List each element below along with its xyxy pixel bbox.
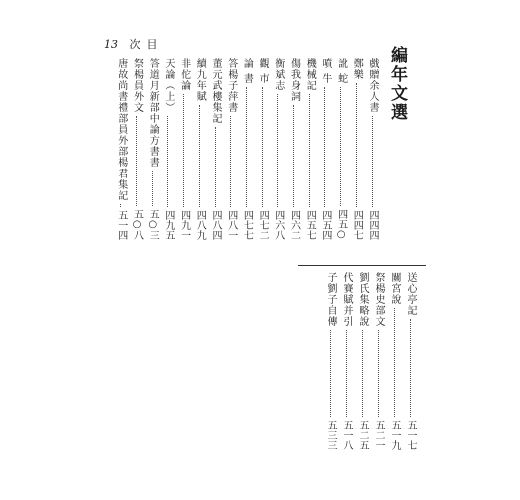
section-heading: 編年文選 [387, 46, 407, 122]
dot-leader [215, 127, 216, 207]
dot-leader [410, 319, 411, 417]
toc-entry [256, 58, 268, 240]
entry-page-number: 四七七 [241, 210, 253, 240]
dot-leader [230, 116, 231, 207]
entry-title: 答道月新部中論方書書 [147, 58, 159, 168]
toc-entry [193, 58, 205, 240]
toc-entry [178, 58, 190, 240]
entry-title: 代賽賦并引 [341, 272, 352, 327]
entry-page-number: 四八九 [194, 210, 206, 240]
entry-title: 機械記 [304, 58, 316, 91]
entry-title: 天論（上） [162, 58, 174, 113]
page-number: 13 [104, 38, 118, 51]
entry-page-number: 四九一 [178, 210, 190, 240]
dot-leader [136, 116, 137, 206]
entry-page-number: 五○八 [131, 209, 143, 240]
dot-leader [277, 94, 278, 207]
toc-entry [372, 272, 384, 450]
toc-entry [388, 272, 400, 450]
entry-page-number: 五二一 [373, 420, 384, 450]
dot-leader [293, 105, 294, 207]
entry-page-number: 四七二 [257, 210, 269, 240]
entry-title: 續九年賦 [194, 58, 206, 102]
dot-leader [378, 330, 379, 417]
entry-page-number: 四四四 [367, 210, 378, 240]
entry-title: 論 書 [241, 58, 253, 85]
entry-page-number: 五一四 [115, 210, 127, 240]
entry-title: 傷我身詞 [288, 58, 300, 102]
entry-title: 唐故尚書禮部員外部楊君集記 [115, 58, 127, 201]
toc-entry [340, 272, 352, 450]
dot-leader [120, 204, 121, 207]
dot-leader [324, 87, 325, 207]
toc-entry [335, 58, 347, 240]
entry-title: 劉氏集略說 [357, 272, 368, 327]
running-header [104, 36, 164, 52]
dot-leader [362, 330, 363, 417]
entry-title: 觀 市 [257, 58, 269, 85]
entry-title: 戲贈余人書 [367, 58, 378, 113]
entry-title: 噴 牛 [319, 58, 331, 85]
entry-page-number: 五一九 [389, 420, 400, 450]
section-divider [298, 265, 426, 266]
dot-leader [262, 87, 263, 207]
toc-entry [288, 58, 300, 240]
dot-leader [340, 87, 341, 206]
dot-leader [152, 171, 153, 206]
entry-title: 訛 蛇 [335, 58, 347, 85]
entry-page-number: 四九五 [162, 210, 174, 240]
entry-title: 非佗論 [178, 58, 190, 91]
header-title: 次目 [129, 38, 164, 51]
entry-page-number: 四六二 [288, 210, 300, 240]
entry-title: 董元武樓集記 [210, 58, 221, 124]
toc-entry [324, 272, 336, 450]
toc-entry [131, 58, 143, 240]
entry-page-number: 四五○ [335, 209, 347, 240]
entry-page-number: 四五四 [319, 210, 331, 240]
entry-title: 祭楊史部文 [373, 272, 384, 327]
toc-entry [115, 58, 127, 240]
entry-title: 關宮說 [389, 272, 400, 305]
dot-leader [330, 330, 331, 417]
toc-entry [240, 58, 252, 240]
toc-entry [272, 58, 284, 240]
dot-leader [356, 83, 357, 207]
entry-page-number: 四六八 [272, 210, 284, 240]
dot-leader [346, 330, 347, 417]
dot-leader [394, 308, 395, 417]
toc-entry [404, 272, 416, 450]
toc-entry [225, 58, 237, 240]
entry-page-number: 四八一 [225, 210, 237, 240]
toc-entry [303, 58, 315, 240]
toc-entry [319, 58, 331, 240]
entry-title: 送心亭記 [405, 272, 416, 316]
dot-leader [199, 105, 200, 207]
toc-entry [366, 58, 378, 240]
entry-page-number: 五一八 [341, 420, 352, 450]
entry-page-number: 四四七 [351, 210, 363, 240]
entry-title: 子劉子自傳 [325, 272, 336, 327]
entry-title: 鄭樂 [351, 58, 363, 80]
entry-title: 祭楊員外文 [131, 58, 143, 113]
entry-page-number: 五一七 [405, 420, 416, 450]
entry-page-number: 四五七 [304, 210, 316, 240]
dot-leader [167, 116, 168, 207]
dot-leader [246, 87, 247, 207]
toc-entry [162, 58, 174, 240]
toc-entry [146, 58, 158, 240]
entry-page-number: 四八四 [210, 210, 221, 240]
dot-leader [372, 116, 373, 207]
toc-entry [209, 58, 221, 240]
entry-title: 衡斌志 [272, 58, 284, 91]
toc-entry [350, 58, 362, 240]
entry-page-number: 五二五 [357, 420, 368, 450]
dot-leader [183, 94, 184, 207]
dot-leader [309, 94, 310, 207]
entry-title: 答楊子萍書 [225, 58, 237, 113]
entry-page-number: 五○三 [147, 209, 159, 240]
entry-page-number: 五三三 [325, 420, 336, 450]
toc-entry [356, 272, 368, 450]
